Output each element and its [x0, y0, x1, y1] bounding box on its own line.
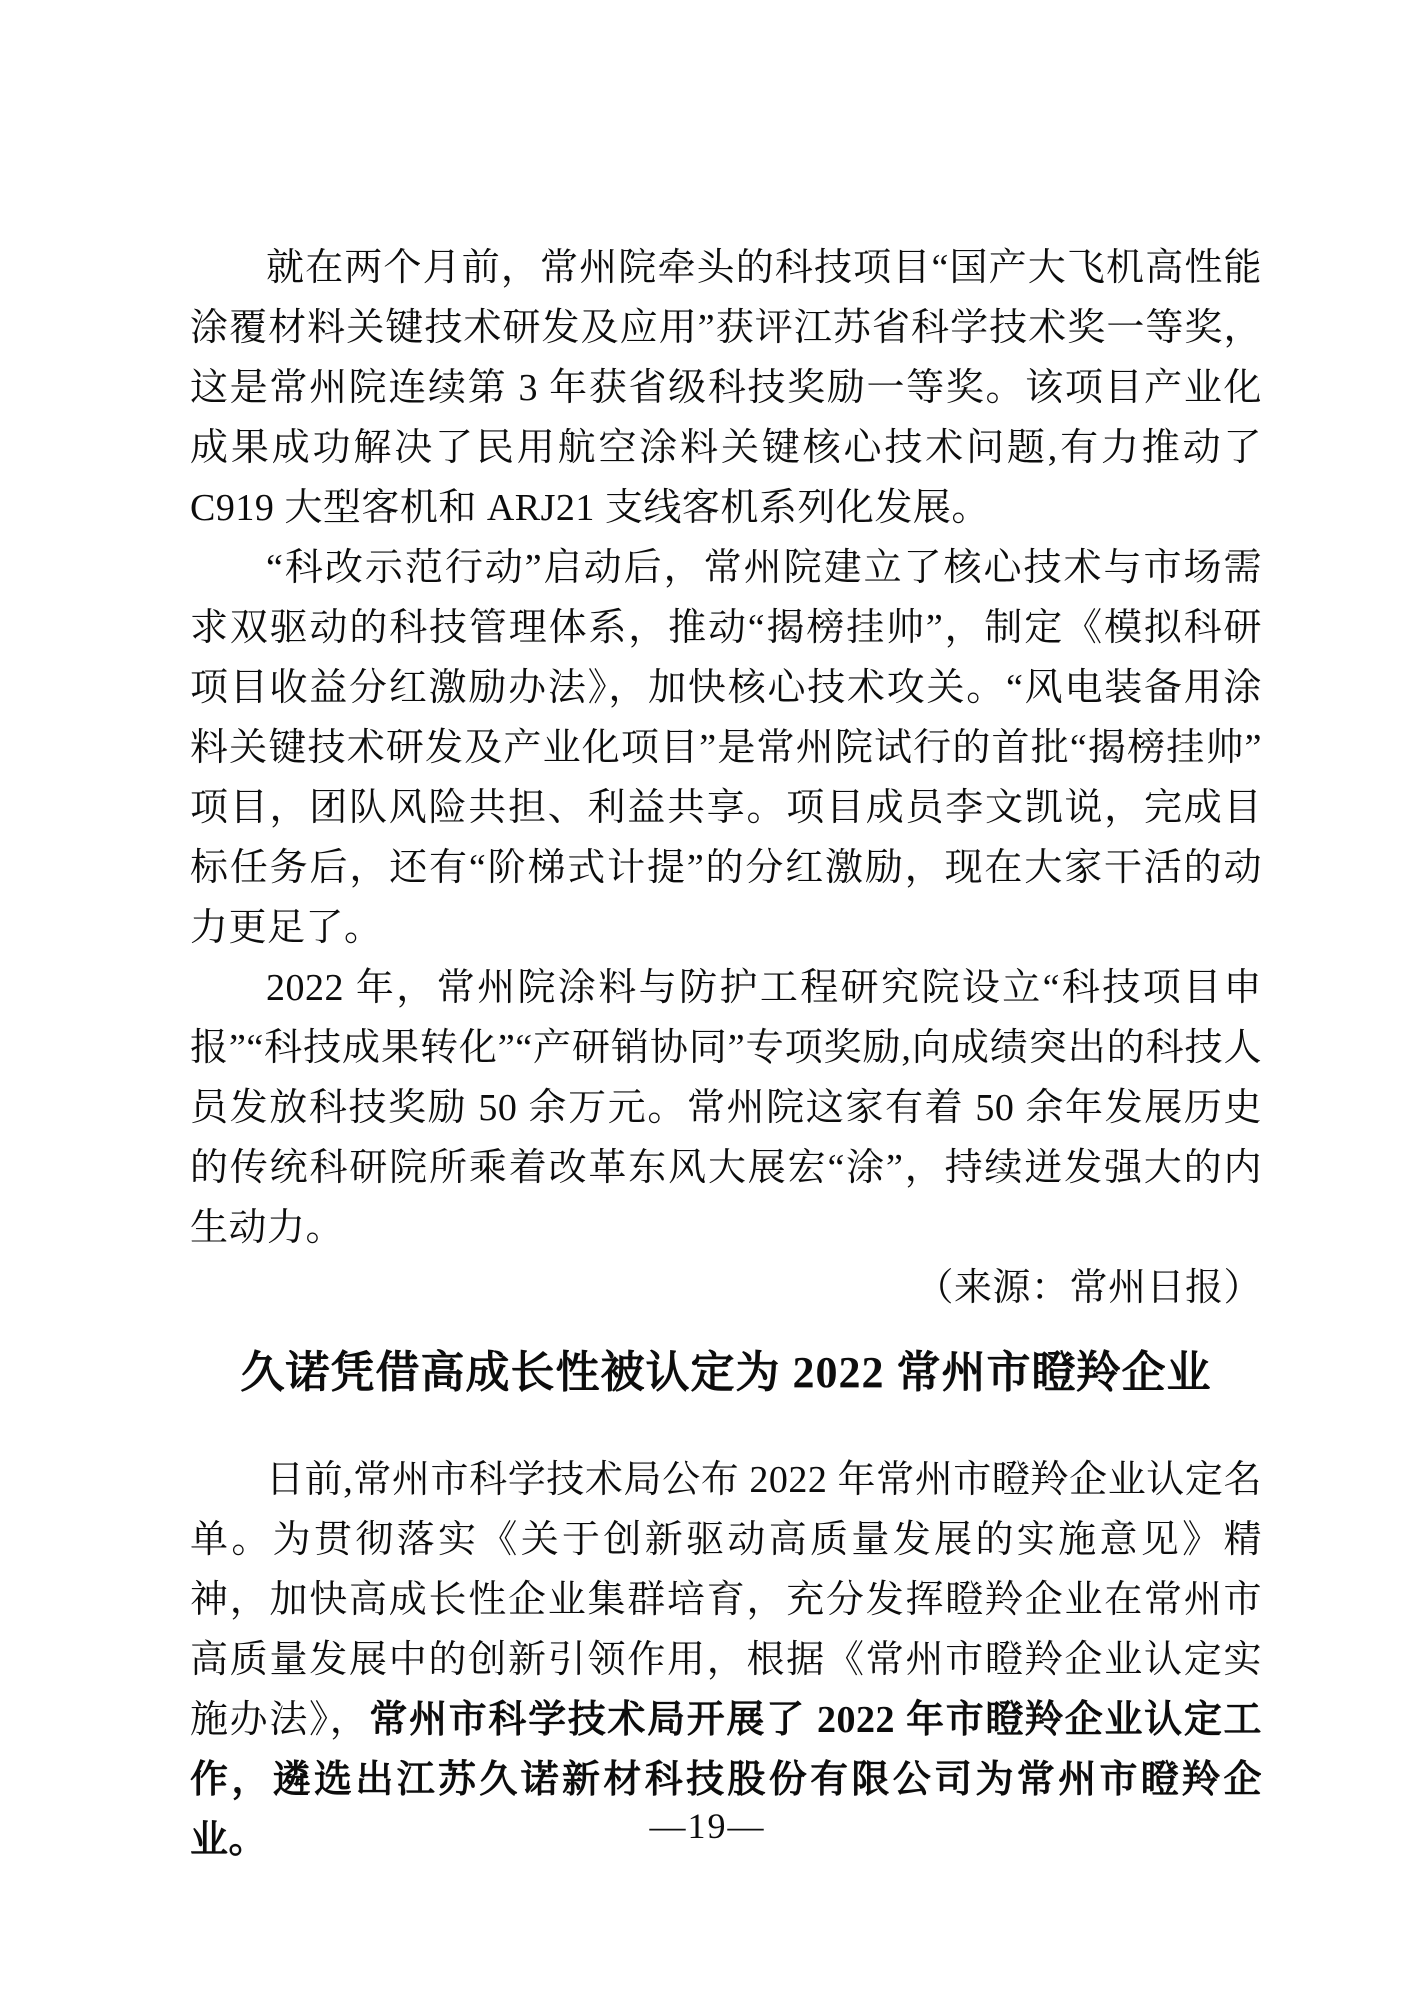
article2-paragraph-bold-text: 常州市科学技术局开展了 2022 年市瞪羚企业认定工作，遴选出江苏久诺新材科技股份有限公司为常州市瞪羚企业。 — [190, 1699, 1262, 1861]
article1-paragraph-3: 2022 年，常州院涂料与防护工程研究院设立“科技项目申报”“科技成果转化”“产研销协同”专项奖励,向成绩突出的科技人员发放科技奖励 50 余万元。常州院这家有着 50 余年发展历史的传统科研院所乘着改革东风大展宏“涂”，持续迸发强大的内生动力。 — [190, 967, 1262, 1249]
article1-paragraph-2: “科改示范行动”启动后，常州院建立了核心技术与市场需求双驱动的科技管理体系，推动“揭榜挂帅”，制定《模拟科研项目收益分红激励办法》，加快核心技术攻关。“风电装备用涂料关键技术研发及产业化项目”是常州院试行的首批“揭榜挂帅”项目，团队风险共担、利益共享。项目成员李文凯说，完成目标任务后，还有“阶梯式计提”的分红激励，现在大家干活的动力更足了。 — [190, 547, 1262, 949]
article2-title: 久诺凭借高成长性被认定为 2022 常州市瞪羚企业 — [240, 1348, 1212, 1397]
page-number: —19— — [649, 1806, 766, 1846]
source-attribution: （来源：常州日报） — [915, 1267, 1262, 1309]
article-body — [190, 238, 1262, 1870]
article2-paragraph-normal-text: 日前,常州市科学技术局公布 2022 年常州市瞪羚企业认定名单。为贯彻落实《关于创新驱动高质量发展的实施意见》精神，加快高成长性企业集群培育，充分发挥瞪羚企业在常州市高质量发展中的创新引领作用，根据《常州市瞪羚企业认定实施办法》， — [190, 1459, 1262, 1741]
article1-paragraph-1: 就在两个月前，常州院牵头的科技项目“国产大飞机高性能涂覆材料关键技术研发及应用”获评江苏省科学技术奖一等奖，这是常州院连续第 3 年获省级科技奖励一等奖。该项目产业化成果成功解决了民用航空涂料关键核心技术问题,有力推动了 C919 大型客机和 ARJ21 支线客机系列化发展。 — [190, 247, 1262, 529]
